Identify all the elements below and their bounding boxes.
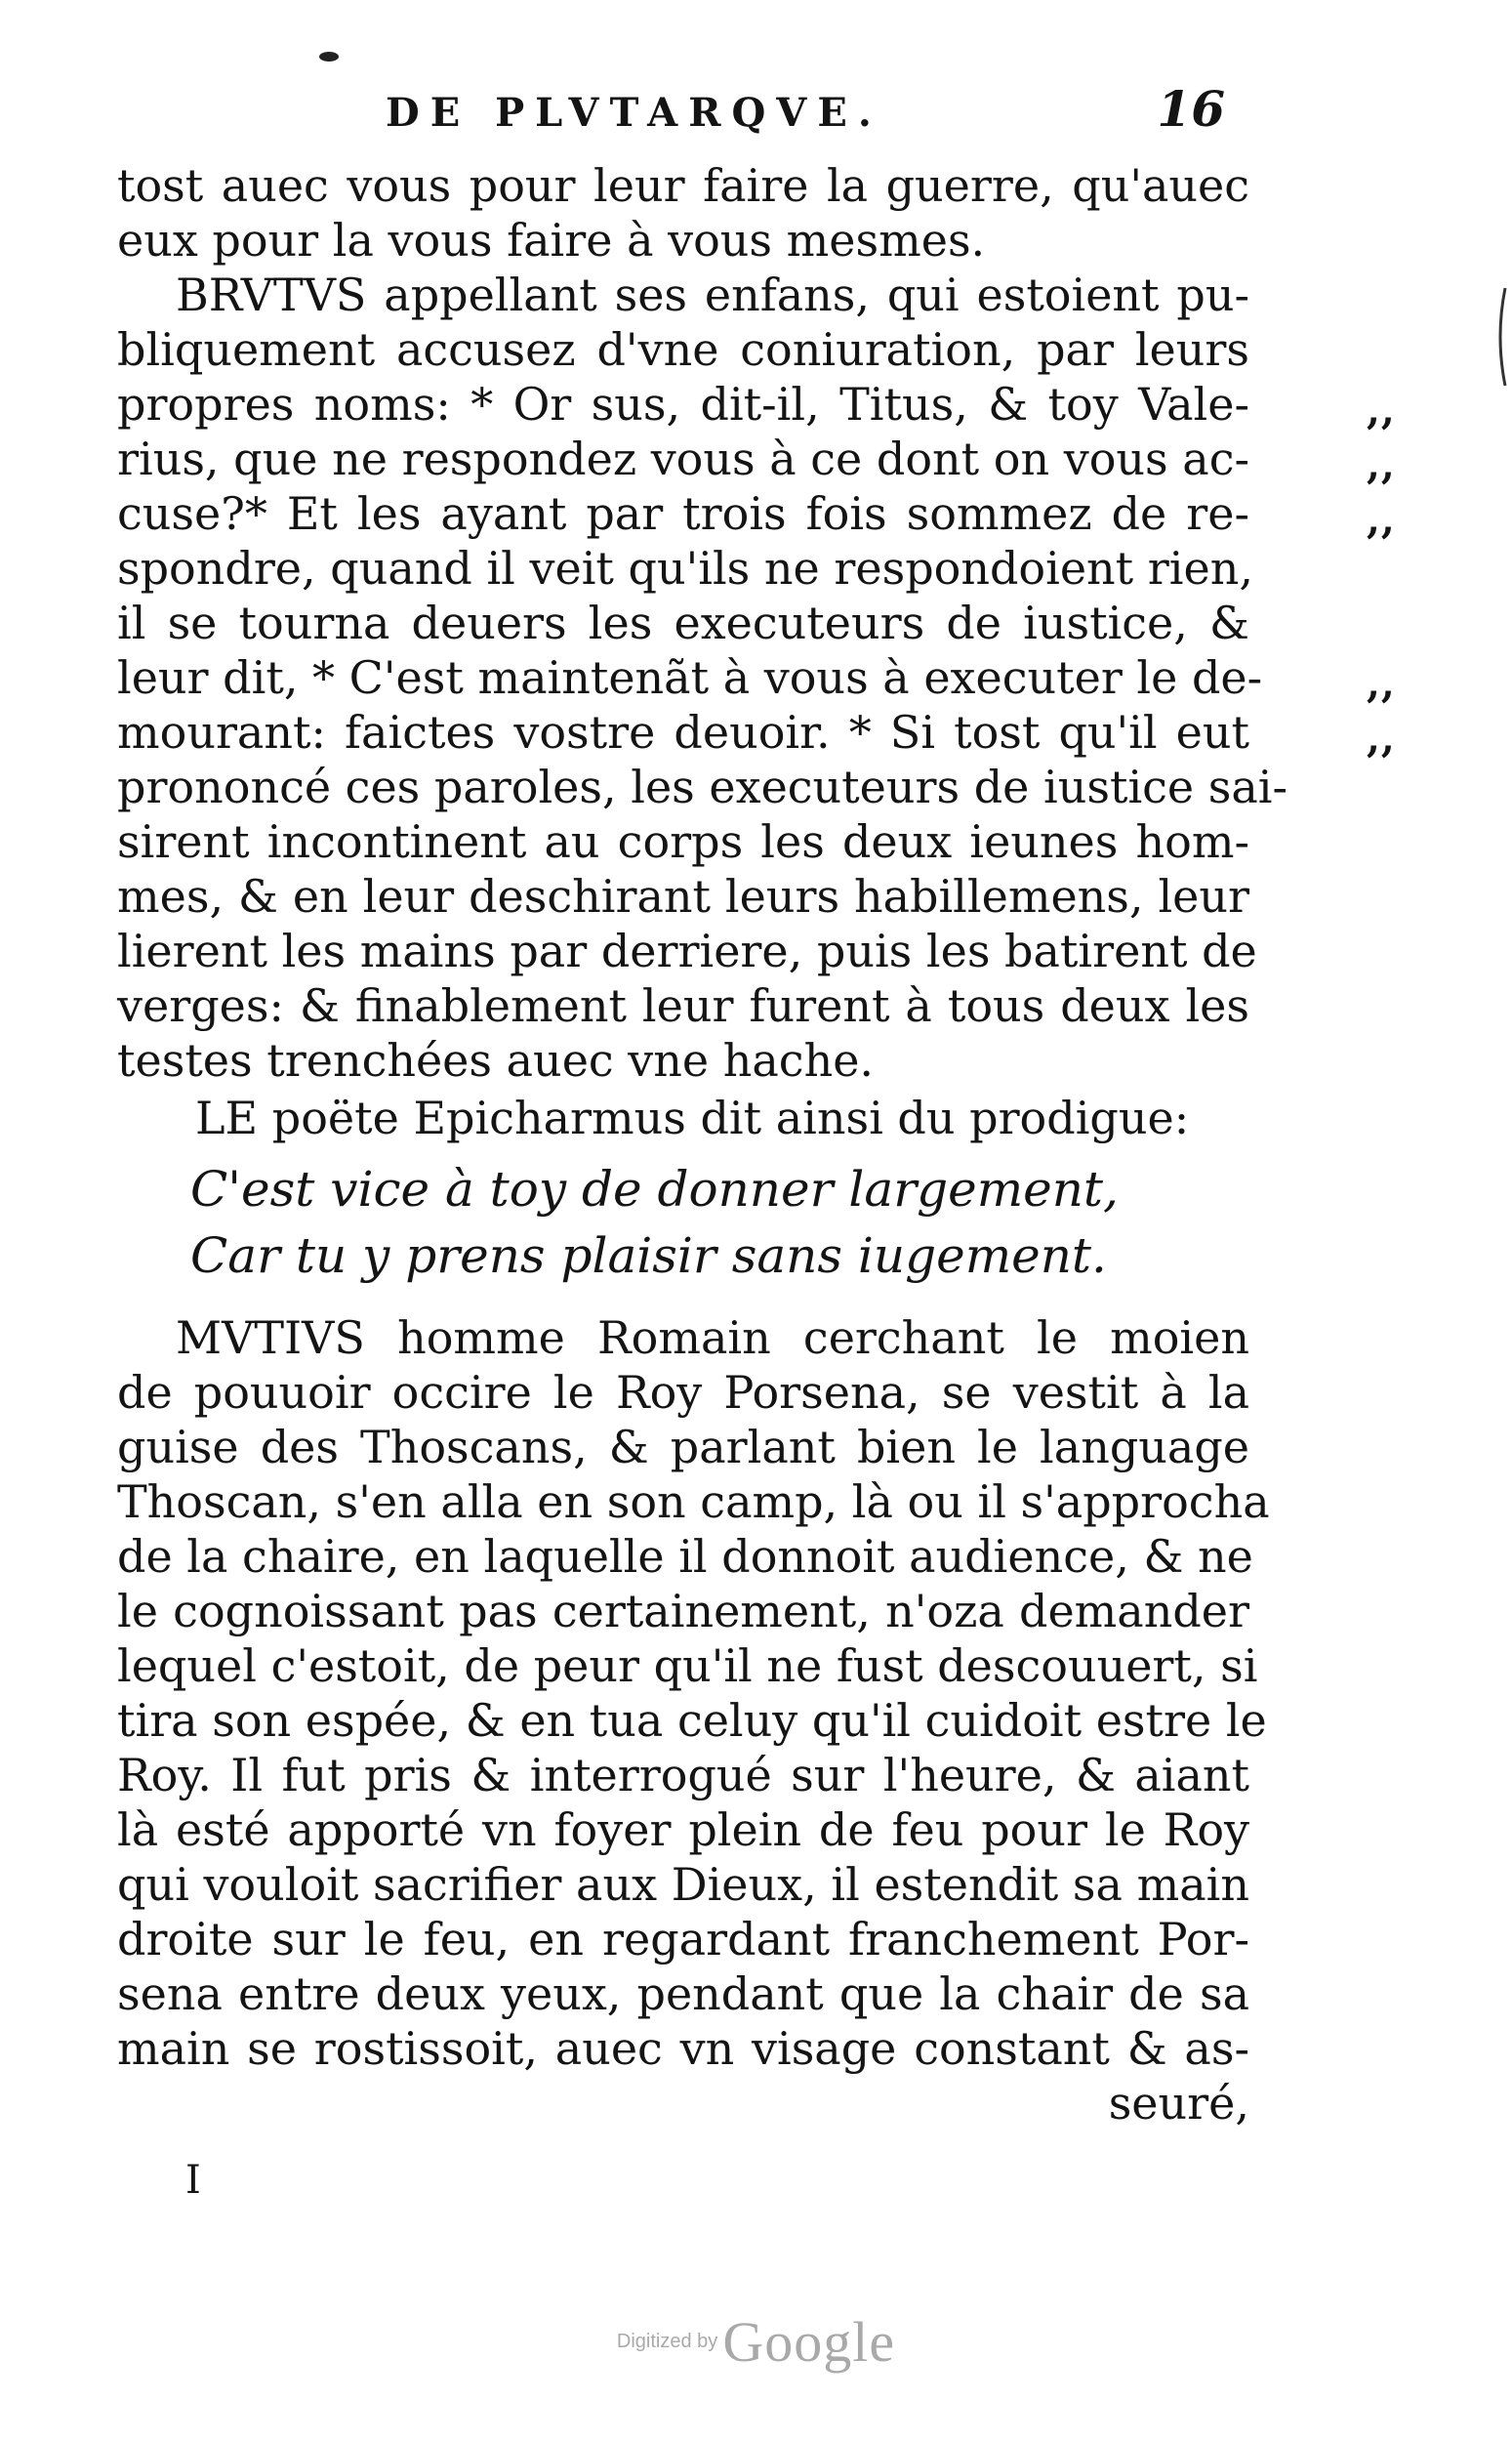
text-line: testes trenchées auec vne hache. xyxy=(117,1034,875,1087)
text-line: eux pour la vous faire à vous mesmes. xyxy=(117,214,986,267)
page-edge-shadow xyxy=(1492,283,1512,391)
text-line: spondre, quand il veit qu'ils ne respondoient rien, xyxy=(117,542,1253,595)
ink-speck xyxy=(317,49,347,64)
running-title: DE PLVTARQVE. xyxy=(386,90,882,136)
text-line: verges: & finablement leur furent à tous deux les xyxy=(117,979,1249,1032)
text-line: rius, que ne respondez vous à ce dont on vous ac- xyxy=(117,433,1249,485)
text-line: il se tourna deuers les executeurs de iustice, & xyxy=(117,597,1249,649)
text-line: de la chaire, en laquelle il donnoit audience, & ne xyxy=(117,1530,1253,1583)
text-line: sena entre deux yeux, pendant que la chair de sa xyxy=(117,1967,1249,2020)
text-line: qui vouloit sacrifier aux Dieux, il estendit sa main xyxy=(117,1858,1249,1911)
paragraph-first-line: BRVTVS appellant ses enfans, qui estoient pu- xyxy=(176,269,1249,321)
text-line: propres noms: * Or sus, dit-il, Titus, & toy Vale- xyxy=(117,378,1249,431)
verse-line: C'est vice à toy de donner largement, xyxy=(190,1161,1119,1218)
text-line: bliquement accusez d'vne coniuration, par leurs xyxy=(117,323,1249,376)
text-line: Roy. Il fut pris & interrogué sur l'heure, & aiant xyxy=(117,1749,1249,1801)
verse-line: Car tu y prens plaisir sans iugement. xyxy=(190,1227,1107,1284)
quote-mark: ,, xyxy=(1367,497,1396,543)
text-line: de pouuoir occire le Roy Porsena, se vestit à la xyxy=(117,1366,1249,1419)
page-header xyxy=(386,80,1225,148)
quote-mark: ,, xyxy=(1367,388,1396,434)
text-line: lequel c'estoit, de peur qu'il ne fust descouuert, si xyxy=(117,1639,1258,1692)
text-line: là esté apporté vn foyer plein de feu pour le Roy xyxy=(117,1803,1249,1856)
text-line: Thoscan, s'en alla en son camp, là ou il s'approcha xyxy=(117,1475,1270,1528)
text-line: sirent incontinent au corps les deux ieunes hom- xyxy=(117,815,1249,868)
catchword: seuré, xyxy=(1108,2077,1249,2130)
text-line: lierent les mains par derriere, puis les batirent de xyxy=(117,925,1257,977)
quote-mark: ,, xyxy=(1367,716,1396,762)
signature-mark: I xyxy=(185,2158,201,2203)
text-line: mourant: faictes vostre deuoir. * Si tost qu'il eut xyxy=(117,706,1249,759)
text-line: guise des Thoscans, & parlant bien le language xyxy=(117,1421,1249,1473)
text-line: le cognoissant pas certainement, n'oza demander xyxy=(117,1585,1249,1637)
paragraph-first-line: MVTIVS homme Romain cerchant le moien xyxy=(176,1311,1249,1364)
text-line: prononcé ces paroles, les executeurs de iustice sai- xyxy=(117,761,1288,813)
text-line: leur dit, * C'est maintenãt à vous à executer le de- xyxy=(117,651,1263,704)
text-line: tost auec vous pour leur faire la guerre, qu'auec xyxy=(117,159,1249,212)
watermark-prefix: Digitized by xyxy=(616,2331,718,2352)
text-line: mes, & en leur deschirant leurs habillemens, leur xyxy=(117,870,1249,923)
text-line: tira son espée, & en tua celuy qu'il cuidoit estre le xyxy=(117,1694,1267,1747)
quote-mark: ,, xyxy=(1367,442,1396,488)
paragraph-first-line: LE poëte Epicharmus dit ainsi du prodigue: xyxy=(195,1092,1190,1144)
text-line: main se rostissoit, auec vn visage constant & as- xyxy=(117,2022,1249,2075)
watermark-brand: Google xyxy=(722,2310,896,2374)
digitization-watermark xyxy=(0,2309,1512,2375)
text-line: droite sur le feu, en regardant franchement Por- xyxy=(117,1913,1249,1965)
quote-mark: ,, xyxy=(1367,661,1396,707)
text-line: cuse?* Et les ayant par trois fois sommez de re- xyxy=(117,487,1249,540)
page-number: 16 xyxy=(1157,80,1225,138)
